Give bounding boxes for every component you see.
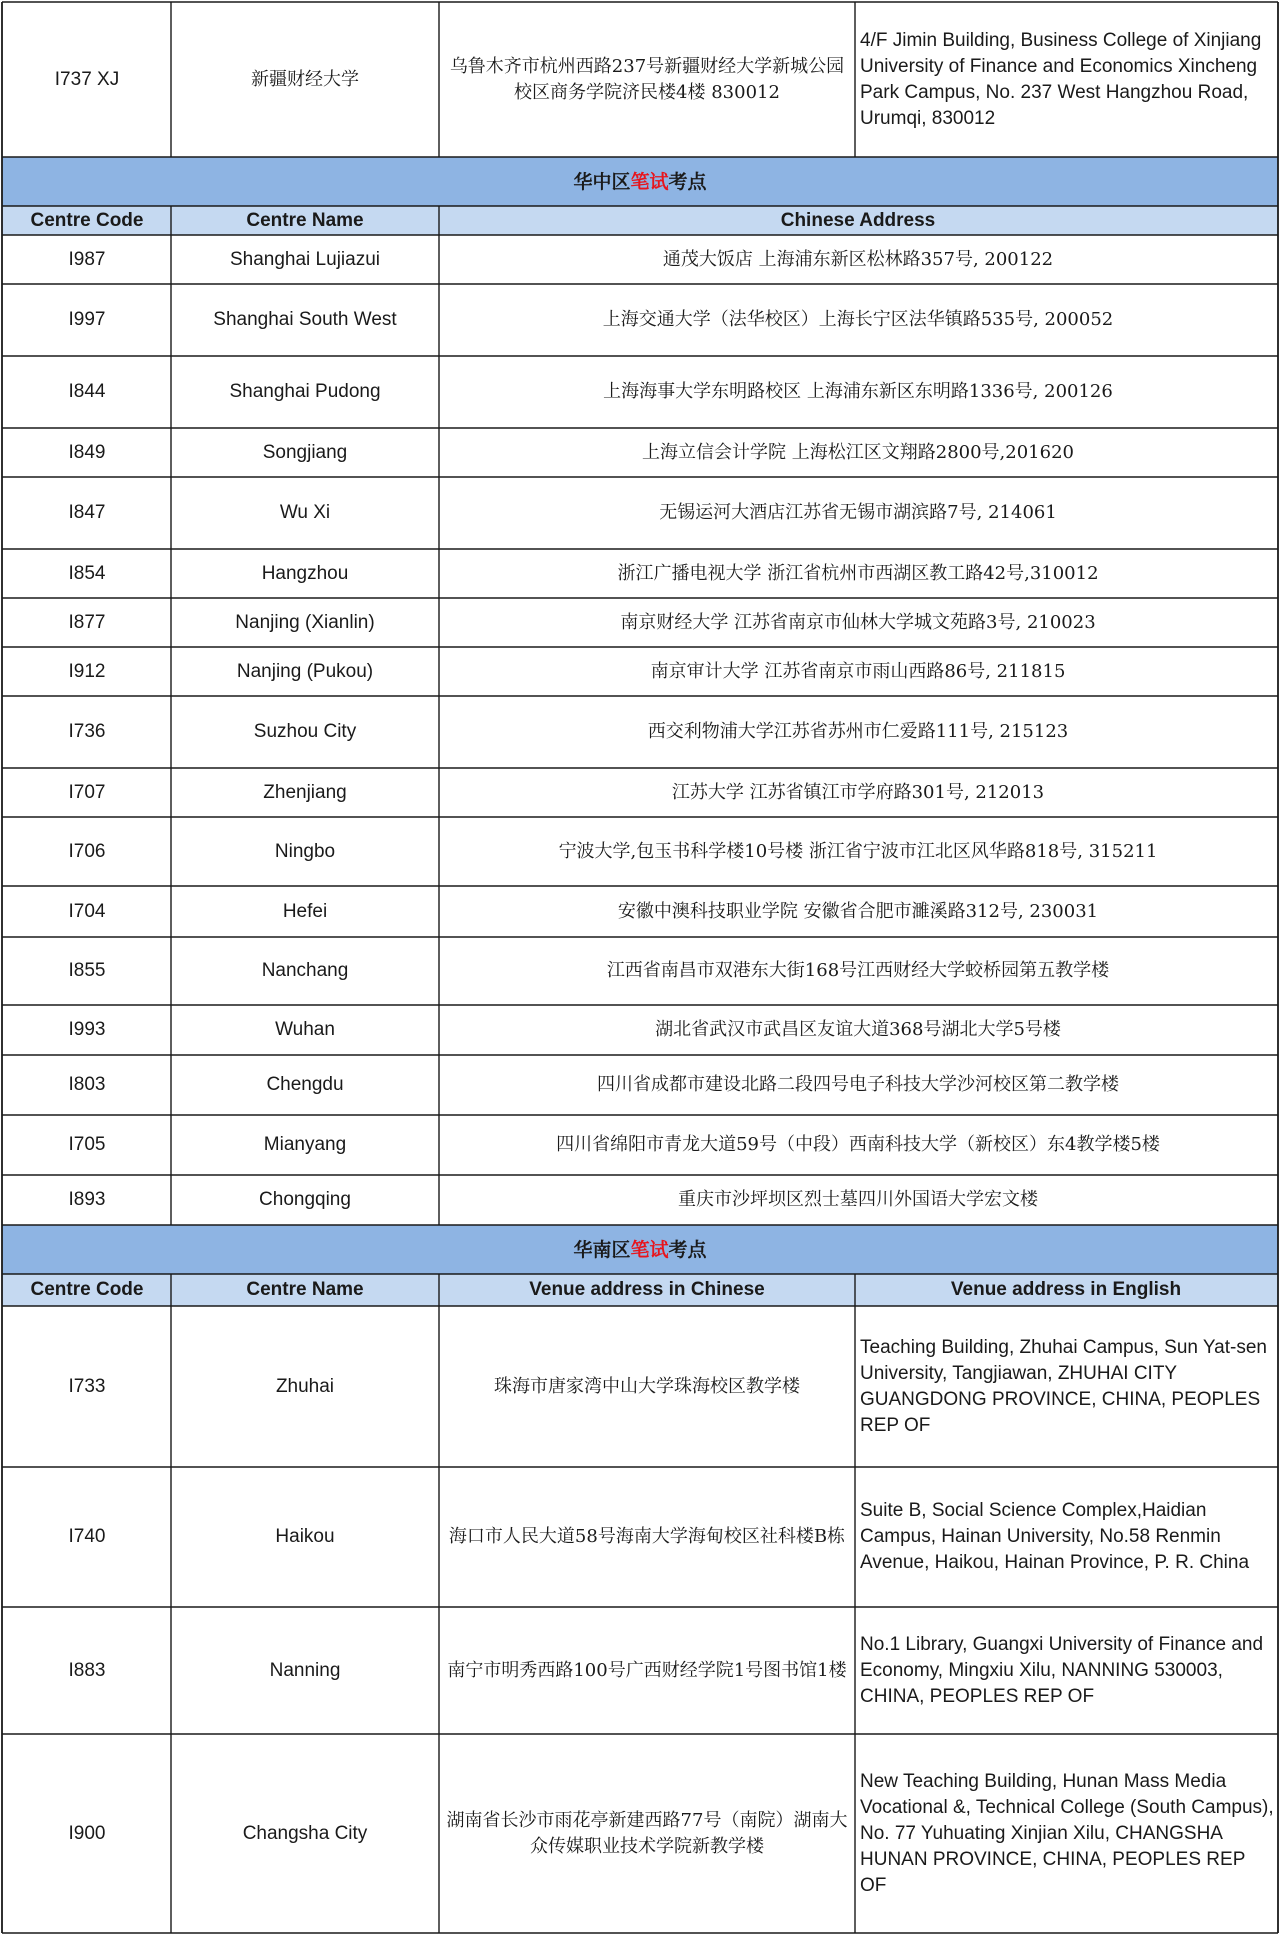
- venue-address-chinese: 湖南省长沙市雨花亭新建西路77号（南院）湖南大众传媒职业技术学院新教学楼: [446, 1809, 848, 1857]
- table-row: [0, 1055, 1280, 1115]
- centre-code: I893: [68, 1189, 106, 1210]
- table-row: [0, 477, 1280, 549]
- section-title-prefix: 华南区: [573, 1238, 631, 1261]
- chinese-address: [438, 937, 1278, 1005]
- chinese-address: [438, 647, 1278, 696]
- centre-name: Chongqing: [259, 1189, 351, 1210]
- centre-name: Haikou: [275, 1526, 335, 1547]
- address-line: 江苏省无锡市湖滨路7号, 214061: [785, 502, 1057, 523]
- table-row: [0, 1734, 1280, 1933]
- centre-name: Zhuhai: [275, 1375, 335, 1397]
- table-row: [0, 1175, 1280, 1225]
- venue-address-chinese: 海口市人民大道58号海南大学海甸校区社科楼B栋: [448, 1526, 846, 1547]
- centre-code: I912: [68, 660, 106, 682]
- address-line: 湖北省武汉市武昌区友谊大道368号湖北大学5号楼: [655, 1019, 1061, 1040]
- venue-address-chinese: 珠海市唐家湾中山大学珠海校区教学楼: [494, 1375, 800, 1397]
- centre-name: Wu Xi: [279, 502, 331, 523]
- chinese-address: [438, 284, 1278, 356]
- centre-code: I854: [68, 562, 106, 584]
- centre-code: I877: [68, 611, 106, 633]
- table-row: [0, 284, 1280, 356]
- address-line: 四川省绵阳市青龙大道59号（中段）西南科技大学（新校区）东4教学楼5楼: [556, 1134, 1160, 1155]
- section-title-suffix: 考点: [668, 1238, 707, 1261]
- chinese-address: [438, 428, 1278, 477]
- chinese-address: [438, 696, 1278, 768]
- centre-code: I883: [68, 1659, 106, 1681]
- centre-code: I987: [68, 248, 106, 270]
- centre-name: Suzhou City: [253, 721, 357, 742]
- address-line: 南京审计大学 江苏省南京市雨山西路86号, 211815: [650, 660, 1066, 682]
- venue-address-english: Suite B, Social Science Complex,Haidian Campus, Hainan University, No.58 Renmin Avenue, Haikou, Hainan Province, P. R. China: [860, 1500, 1250, 1573]
- centre-code: I740: [68, 1526, 106, 1547]
- table-header-central: [0, 206, 1280, 235]
- centre-code: I900: [68, 1822, 106, 1844]
- centre-name: Zhenjiang: [263, 781, 347, 803]
- table-row: [0, 817, 1280, 886]
- address-line: 江西省南昌市双港东大街168号江西财经大学蛟桥园第五教学楼: [606, 960, 1110, 981]
- table-row: [0, 937, 1280, 1005]
- centre-code: I736: [68, 721, 106, 742]
- table-row: [0, 768, 1280, 817]
- centre-name: Wuhan: [275, 1019, 335, 1040]
- chinese-address: [438, 817, 1278, 886]
- table-row: [0, 1607, 1280, 1734]
- table-row: [0, 647, 1280, 696]
- table-row: [0, 598, 1280, 647]
- table-row: [0, 2, 1280, 157]
- section-title-suffix: 考点: [668, 170, 707, 193]
- chinese-address: [438, 768, 1278, 817]
- centre-code: I993: [68, 1019, 106, 1040]
- centre-code: I733: [68, 1375, 106, 1397]
- address-line: 上海交通大学（法华校区）: [602, 309, 819, 330]
- centre-name: 新疆财经大学: [251, 68, 359, 90]
- centre-name: Mianyang: [263, 1134, 347, 1155]
- table-row: [0, 1467, 1280, 1607]
- header-centre-name: Centre Name: [170, 206, 440, 235]
- chinese-address: [438, 1005, 1278, 1055]
- chinese-address: [438, 598, 1278, 647]
- header-centre-code: Centre Code: [2, 206, 172, 235]
- centre-code: I847: [68, 502, 106, 523]
- english-address: 4/F Jimin Building, Business College of Xinjiang University of Finance and Economics Xincheng Park Campus, No. 237 West Hangzhou Road, Urumqi, 830012: [860, 29, 1262, 129]
- address-line: 江苏大学 江苏省镇江市学府路301号, 212013: [671, 781, 1045, 803]
- table-row: [0, 1115, 1280, 1175]
- centre-code: I737 XJ: [54, 68, 120, 90]
- address-line: 四川省成都市建设北路二段四号电子科技大学沙河校区第二教学楼: [597, 1074, 1119, 1095]
- centre-code: I706: [68, 840, 106, 862]
- centre-name: Hangzhou: [261, 562, 349, 584]
- venue-address-english: Teaching Building, Zhuhai Campus, Sun Yat-sen University, Tangjiawan, ZHUHAI CITY GUANGDONG PROVINCE, CHINA, PEOPLES REP OF: [860, 1336, 1267, 1436]
- centre-code: I707: [68, 781, 106, 803]
- chinese-address: [438, 356, 1278, 428]
- address-line: 浙江广播电视大学 浙江省杭州市西湖区教工路42号,310012: [617, 562, 1099, 584]
- venue-address-chinese: 南宁市明秀西路100号广西财经学院1号图书馆1楼: [447, 1659, 847, 1681]
- section-title-highlight: 笔试: [630, 170, 669, 193]
- chinese-address: 乌鲁木齐市杭州西路237号新疆财经大学新城公园校区商务学院济民楼4楼 830012: [449, 55, 845, 103]
- venue-address-english: No.1 Library, Guangxi University of Finance and Economy, Mingxiu Xilu, NANNING 530003, CHINA, PEOPLES REP OF: [860, 1633, 1264, 1707]
- centre-name: Songjiang: [262, 441, 348, 463]
- centre-name: Shanghai Pudong: [229, 381, 381, 402]
- centre-code: I997: [68, 309, 106, 330]
- header-chinese-address: Chinese Address: [438, 206, 1278, 235]
- table-row: [0, 549, 1280, 598]
- centre-name: Nanning: [269, 1659, 341, 1681]
- address-line: 上海长宁区法华镇路535号, 200052: [818, 309, 1114, 330]
- centre-name: Nanjing (Pukou): [236, 660, 374, 682]
- header-venue-chinese: Venue address in Chinese: [438, 1274, 856, 1306]
- centre-code: I803: [68, 1074, 106, 1095]
- address-line: 无锡运河大酒店: [659, 502, 786, 523]
- centre-code: I844: [68, 381, 106, 402]
- centre-code: I855: [68, 960, 106, 981]
- address-line: 上海海事大学东明路校区 上海浦东新区东明路1336号, 200126: [603, 381, 1113, 402]
- header-venue-english: Venue address in English: [854, 1274, 1278, 1306]
- chinese-address: [438, 1175, 1278, 1225]
- centre-code: I704: [68, 900, 106, 922]
- chinese-address: [438, 886, 1278, 937]
- table-row: [0, 428, 1280, 477]
- table-row: [0, 235, 1280, 284]
- venue-address-english: New Teaching Building, Hunan Mass Media Vocational &, Technical College (South Campus), No. 77 Yuhuating Xinjian Xilu, CHANGSHA HUNAN PROVINCE, CHINA, PEOPLES REP OF: [860, 1770, 1274, 1896]
- address-line: 安徽中澳科技职业学院 安徽省合肥市濉溪路312号, 230031: [617, 900, 1099, 922]
- address-line: 上海立信会计学院 上海松江区文翔路2800号,201620: [642, 441, 1074, 463]
- table-row: [0, 1005, 1280, 1055]
- chinese-address: [438, 235, 1278, 284]
- centre-name: Nanjing (Xianlin): [235, 611, 375, 633]
- section-title-highlight: 笔试: [630, 1238, 669, 1261]
- address-line: 南京财经大学 江苏省南京市仙林大学城文苑路3号, 210023: [620, 611, 1096, 633]
- centre-name: Hefei: [282, 900, 328, 922]
- address-line: 通茂大饭店 上海浦东新区松林路357号, 200122: [662, 248, 1054, 270]
- address-line: 重庆市沙坪坝区烈士墓四川外国语大学宏文楼: [678, 1189, 1038, 1210]
- centre-name: Nanchang: [261, 960, 349, 981]
- table-header-south: [0, 1274, 1280, 1306]
- header-centre-name: Centre Name: [170, 1274, 440, 1306]
- section-title-central: [0, 157, 1280, 206]
- header-centre-code: Centre Code: [2, 1274, 172, 1306]
- chinese-address: [438, 1115, 1278, 1175]
- table-row: [0, 356, 1280, 428]
- centre-name: Shanghai Lujiazui: [229, 248, 380, 270]
- centre-name: Ningbo: [274, 840, 336, 862]
- address-line: 西交利物浦大学: [647, 721, 774, 742]
- chinese-address: [438, 549, 1278, 598]
- centre-code: I705: [68, 1134, 106, 1155]
- centre-name: Changsha City: [242, 1822, 368, 1844]
- centre-name: Chengdu: [266, 1074, 344, 1095]
- chinese-address: [438, 477, 1278, 549]
- table-row: [0, 886, 1280, 937]
- centre-code: I849: [68, 441, 106, 463]
- table-row: [0, 1306, 1280, 1467]
- address-line: 宁波大学,包玉书科学楼10号楼 浙江省宁波市江北区风华路818号, 315211: [558, 840, 1158, 862]
- centre-name: Shanghai South West: [213, 309, 397, 330]
- table-row: [0, 696, 1280, 768]
- address-line: 江苏省苏州市仁爱路111号, 215123: [773, 721, 1069, 742]
- section-title-prefix: 华中区: [573, 170, 631, 193]
- section-title-south: [0, 1225, 1280, 1274]
- chinese-address: [438, 1055, 1278, 1115]
